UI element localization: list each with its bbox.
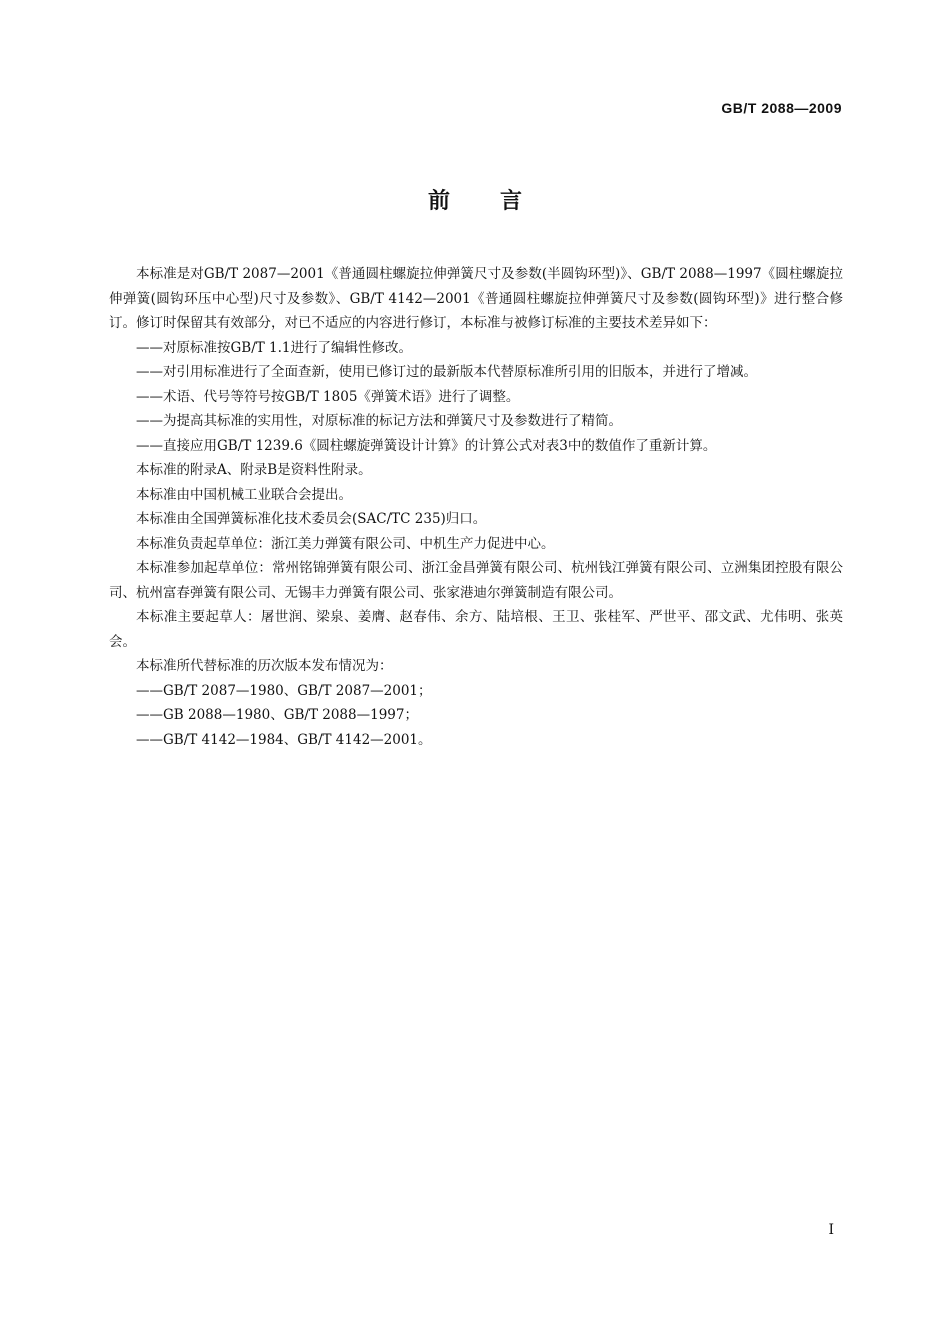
list-item: ——对原标准按GB/T 1.1进行了编辑性修改。 xyxy=(136,339,413,356)
page-number: I xyxy=(828,1222,834,1238)
history-intro: 本标准所代替标准的历次版本发布情况为： xyxy=(136,658,393,674)
history-item: ——GB/T 4142—1984、GB/T 4142—2001。 xyxy=(136,731,432,748)
list-item: ——术语、代号等符号按GB/T 1805《弹簧术语》进行了调整。 xyxy=(136,388,520,405)
history-item: ——GB 2088—1980、GB/T 2088—1997； xyxy=(136,707,418,723)
proposer-note: 本标准由中国机械工业联合会提出。 xyxy=(136,486,352,503)
history-item: ——GB/T 2087—1980、GB/T 2087—2001； xyxy=(136,682,432,699)
committee-note: 本标准由全国弹簧标准化技术委员会(SAC/TC 235)归口。 xyxy=(136,511,487,527)
appendix-note: 本标准的附录A、附录B是资料性附录。 xyxy=(136,462,372,478)
main-drafters-note: 本标准主要起草人：屠世润、梁泉、姜膺、赵春伟、余方、陆培根、王卫、张桂军、严世平、邵文武、尤伟明、张英会。 xyxy=(109,609,843,650)
intro-paragraph: 本标准是对GB/T 2087—2001《普通圆柱螺旋拉伸弹簧尺寸及参数(半圆钩环型)》、GB/T 2088—1997《圆柱螺旋拉伸弹簧(圆钩环压中心型)尺寸及参数》、GB/T 4142—2001《普通圆柱螺旋拉伸弹簧尺寸及参数(圆钩环型)》进行整合修订。修订时保留其有效部分，对已不适应的内容进行修订，本标准与被修订标准的主要技术差异如下： xyxy=(109,266,843,331)
page-title: 前言 xyxy=(427,189,572,214)
foreword-body xyxy=(109,262,843,752)
list-item: ——直接应用GB/T 1239.6《圆柱螺旋弹簧设计计算》的计算公式对表3中的数值作了重新计算。 xyxy=(136,437,717,454)
list-item: ——对引用标准进行了全面查新，使用已修订过的最新版本代替原标准所引用的旧版本，并进行了增减。 xyxy=(136,364,757,380)
list-item: ——为提高其标准的实用性，对原标准的标记方法和弹簧尺寸及参数进行了精简。 xyxy=(136,413,622,429)
participating-drafters-note: 本标准参加起草单位：常州铭锦弹簧有限公司、浙江金昌弹簧有限公司、杭州钱江弹簧有限公司、立洲集团控股有限公司、杭州富春弹簧有限公司、无锡丰力弹簧有限公司、张家港迪尔弹簧制造有限公司。 xyxy=(109,560,843,601)
lead-drafters-note: 本标准负责起草单位：浙江美力弹簧有限公司、中机生产力促进中心。 xyxy=(136,535,555,552)
standard-code: GB/T 2088—2009 xyxy=(721,100,842,116)
